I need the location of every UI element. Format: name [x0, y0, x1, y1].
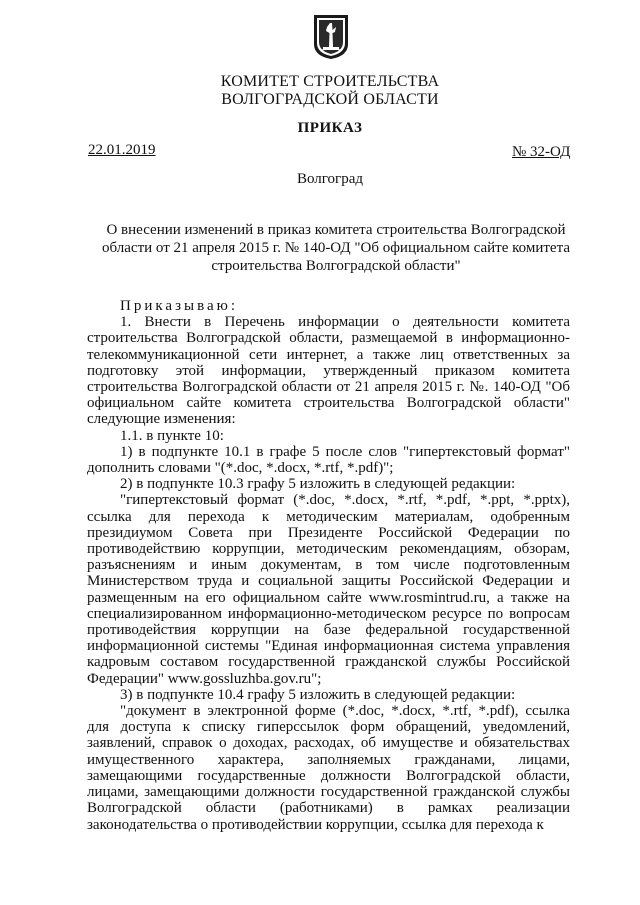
coat-of-arms-icon	[313, 14, 349, 60]
paragraph: "гипертекстовый формат (*.doc, *.docx, *.rtf, *.pdf, *.ppt, *.pptx), ссылка для перехода к методическим материалам, одобренным президиумом Совета при Президенте Российской Федерации по противодействию коррупции, методическим рекомендациям, обзорам, разъяснениям и иным документам, в том числе подготовленным Министерством труда и социальной защиты Российской Федерации и размещенным на его официальном сайте www.rosmintrud.ru, а также на специализированном информационно-методическом ресурсе по вопросам противодействия коррупции на базе федеральной государственной информационной системы "Единая информационная система управления кадровым составом государственной гражданской службы Российской Федерации" www.gossluzhba.gov.ru";	[87, 492, 570, 687]
organization-name-line1: КОМИТЕТ СТРОИТЕЛЬСТВА	[220, 73, 440, 90]
order-number: № 32-ОД	[512, 144, 571, 160]
paragraph: 1. Внести в Перечень информации о деятельности комитета строительства Волгоградской области, размещаемой в информационно-телекоммуникационной сети интернет, а также лиц ответственных за подготовку этой информации, утвержденный приказом комитета строительства Волгоградской области от 21 апреля 2015 г. №. 140-ОД "Об официальном сайте комитета строительства Волгоградской области" следующие изменения:	[87, 314, 570, 428]
paragraph: 3) в подпункте 10.4 графу 5 изложить в следующей редакции:	[120, 686, 516, 703]
city: Волгоград	[296, 171, 363, 187]
paragraph: 2) в подпункте 10.3 графу 5 изложить в следующей редакции:	[120, 476, 516, 493]
order-date: 22.01.2019	[88, 142, 156, 158]
order-subject: О внесении изменений в приказ комитета строительства Волгоградской области от 21 апреля 2015 г. № 140-ОД "Об официальном сайте комитета строительства Волгоградской области"	[102, 222, 570, 274]
order-body	[87, 298, 570, 833]
organization-name-line2: ВОЛГОГРАДСКОЙ ОБЛАСТИ	[221, 91, 439, 108]
document-type: ПРИКАЗ	[297, 120, 363, 136]
paragraph: 1.1. в пункте 10:	[120, 427, 224, 444]
paragraph: 1) в подпункте 10.1 в графе 5 после слов "гипертекстовый формат" дополнить словами "(*.doc, *.docx, *.rtf, *.pdf)";	[87, 443, 570, 477]
paragraph: "документ в электронной форме (*.doc, *.docx, *.rtf, *.pdf), ссылка для доступа к списку гиперссылок форм обращений, уведомлений, заявлений, справок о доходах, расходах, об имуществе и обязательствах имущественного характера, заполняемых гражданами, лицами, замещающими государственные должности Волгоградской области, лицами, замещающими должности государственной гражданской службы Волгоградской области (работниками) в рамках реализации законодательства о противодействии коррупции, ссылка для перехода к	[87, 703, 570, 833]
orders-heading: Приказываю:	[120, 298, 238, 314]
